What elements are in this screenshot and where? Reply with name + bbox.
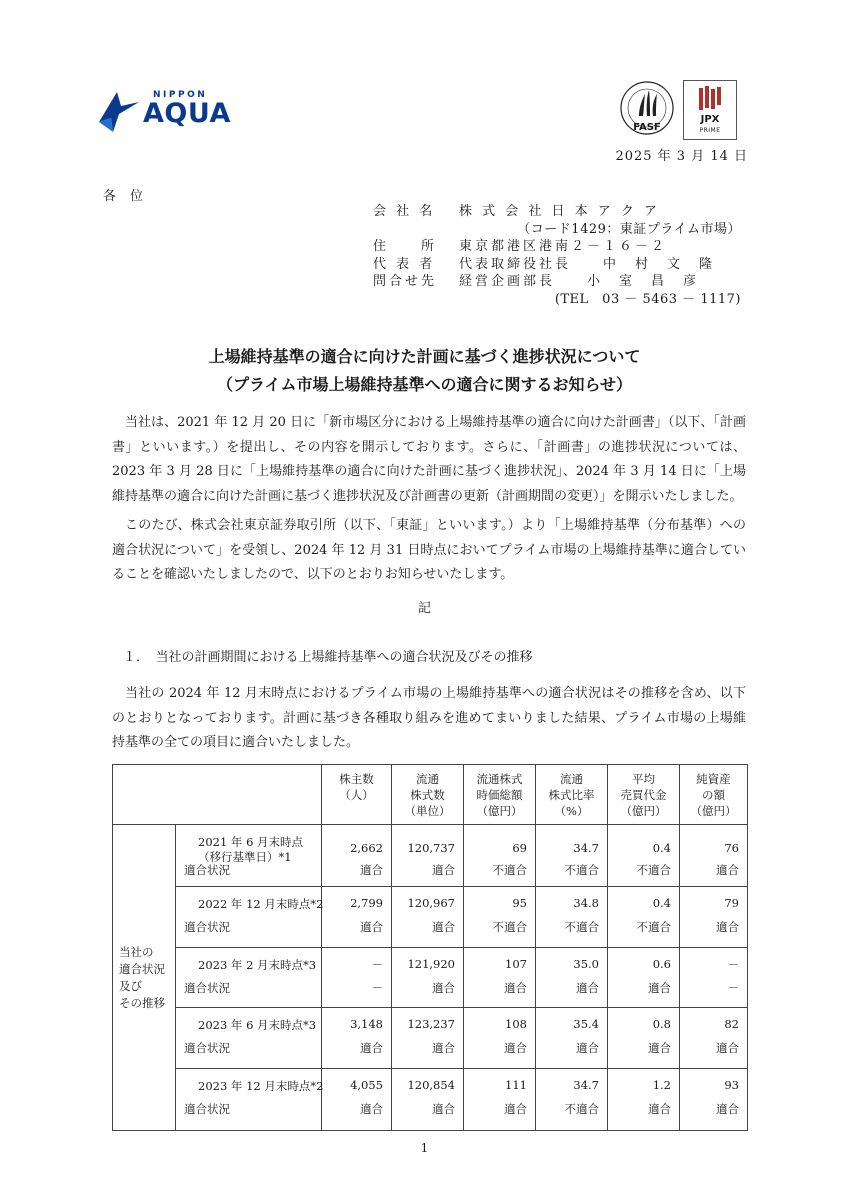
value-cell: － － [680, 948, 748, 1008]
contact-value: 経営企画部長 小 室 昌 彦 [459, 274, 700, 289]
value-cell: 34.7 不適合 [536, 1069, 608, 1131]
value-cell: 34.7 不適合 [536, 825, 608, 887]
value-cell: 76 適合 [680, 825, 748, 887]
representative-value: 代表取締役社長 中 村 文 隆 [459, 256, 716, 272]
address-row [373, 238, 741, 256]
side-label-cell: 当社の 適合状況 及び その推移 [113, 825, 176, 1131]
ki-mark: 記 [417, 601, 431, 616]
row-label-cell: 2023 年 6 月末時点*3 適合状況 [176, 1008, 322, 1069]
value-cell: 79 適合 [680, 887, 748, 948]
contact-row [373, 273, 741, 291]
value-cell: 34.8 不適合 [536, 887, 608, 948]
table-row [113, 1069, 748, 1131]
value-cell: 121,920 適合 [392, 948, 464, 1008]
logo-nippon-text: NIPPON [153, 90, 208, 100]
paragraph-2: このたび、株式会社東京証券取引所（以下、「東証」といいます。）より「上場維持基準（分布基準）への適合状況について」を受領し、2024 年 12 月 31 日時点においてプライム市場の上場維持基準に適合していることを確認いたしましたので、以下のとおりお知らせいたします。 [112, 518, 746, 582]
company-info [373, 203, 741, 308]
address-label: 住 所 [373, 239, 438, 254]
header-tradable-shares: 流通 株式数 （単位） [392, 765, 464, 825]
row-label-cell: 2023 年 2 月末時点*3 適合状況 [176, 948, 322, 1008]
value-cell: 4,055 適合 [322, 1069, 392, 1131]
contact-label: 問合せ先 [373, 274, 438, 289]
value-cell: 1.2 適合 [608, 1069, 680, 1131]
header-tradable-ratio: 流通 株式比率 （%） [536, 765, 608, 825]
value-cell: 123,237 適合 [392, 1008, 464, 1069]
header-blank-cell [113, 765, 322, 825]
fasf-label: FASF [633, 122, 661, 133]
value-cell: 108 適合 [464, 1008, 536, 1069]
value-cell: 0.4 不適合 [608, 825, 680, 887]
page-number: 1 [420, 1141, 429, 1155]
value-cell: 95 不適合 [464, 887, 536, 948]
logo-aqua-text: AQUA [143, 98, 231, 129]
jpx-prime-badge [683, 80, 737, 140]
paragraph-3: 当社の 2024 年 12 月末時点におけるプライム市場の上場維持基準への適合状況はその推移を含め、以下のとおりとなっております。計画に基づき各種取り組みを進めてまいりました結果、プライム市場の上場維持基準の全ての項目に適合いたしました。 [112, 686, 746, 750]
jpx-label: JPX [700, 114, 720, 125]
table-row [113, 948, 748, 1008]
company-name-label: 会 社 名 [373, 204, 436, 219]
jpx-mark-icon [698, 86, 722, 112]
value-cell: － － [322, 948, 392, 1008]
table-row [113, 887, 748, 948]
table-row [113, 1008, 748, 1069]
value-cell: 0.4 不適合 [608, 887, 680, 948]
value-cell: 120,854 適合 [392, 1069, 464, 1131]
header-market-cap: 流通株式 時価総額 （億円） [464, 765, 536, 825]
stock-code: （コード1429：東証プライム市場） [517, 221, 741, 237]
value-cell: 0.6 適合 [608, 948, 680, 1008]
section-heading-1: １． 当社の計画期間における上場維持基準への適合状況及びその推移 [123, 650, 533, 665]
representative-row [373, 256, 741, 274]
value-cell: 82 適合 [680, 1008, 748, 1069]
value-cell: 120,737 適合 [392, 825, 464, 887]
value-cell: 35.0 適合 [536, 948, 608, 1008]
value-cell: 111 適合 [464, 1069, 536, 1131]
value-cell: 3,148 適合 [322, 1008, 392, 1069]
document-title: 上場維持基準の適合に向けた計画に基づく進捗状況について [208, 347, 641, 366]
value-cell: 2,799 適合 [322, 887, 392, 948]
row-label-cell: 2022 年 12 月末時点*2 適合状況 [176, 887, 322, 948]
value-cell: 93 適合 [680, 1069, 748, 1131]
header-trading-value: 平均 売買代金 （億円） [608, 765, 680, 825]
value-cell: 107 適合 [464, 948, 536, 1008]
jpx-prime-label: PRIME [699, 127, 721, 134]
address-value: 東京都港区港南２－１６－２ [459, 239, 668, 254]
row-label-cell: 2021 年 6 月末時点 （移行基準日）*1 適合状況 [176, 825, 322, 887]
telephone: (TEL 03 － 5463 － 1117) [554, 291, 741, 307]
compliance-table [112, 764, 748, 1131]
paragraph-1: 当社は、2021 年 12 月 20 日に「新市場区分における上場維持基準の適合に向けた計画書」（以下、「計画書」といいます。）を提出し、その内容を開示しております。さらに、「計画書」の進捗状況については、2023 年 3 月 28 日に「上場維持基準の適合に向けた計画に基づく進捗状況」、2024 年 3 月 14 日に「上場維持基準の適合に向けた計画に基づく進捗状況及び計画書の更新（計画期間の変更）」を開示いたしました。 [112, 415, 746, 504]
header-net-assets: 純資産 の額 （億円） [680, 765, 748, 825]
company-name-value: 株 式 会 社 日 本 ア ク ア [459, 204, 661, 219]
company-logo [95, 86, 245, 136]
table-row [113, 825, 748, 887]
document-date: 2025 年 3 月 14 日 [615, 149, 748, 164]
value-cell: 69 不適合 [464, 825, 536, 887]
company-name-row [373, 203, 741, 221]
row-label-cell: 2023 年 12 月末時点*2 適合状況 [176, 1069, 322, 1131]
logo-mark-icon [95, 88, 141, 134]
value-cell: 35.4 適合 [536, 1008, 608, 1069]
value-cell: 2,662 適合 [322, 825, 392, 887]
header-shareholders: 株主数 （人） [322, 765, 392, 825]
addressee: 各位 [103, 189, 158, 204]
table-header-row [113, 765, 748, 825]
representative-label: 代 表 者 [373, 256, 436, 272]
fasf-seal [617, 80, 677, 138]
value-cell: 0.8 適合 [608, 1008, 680, 1069]
document-subtitle: （プライム市場上場維持基準への適合に関するお知らせ） [216, 375, 633, 394]
value-cell: 120,967 適合 [392, 887, 464, 948]
